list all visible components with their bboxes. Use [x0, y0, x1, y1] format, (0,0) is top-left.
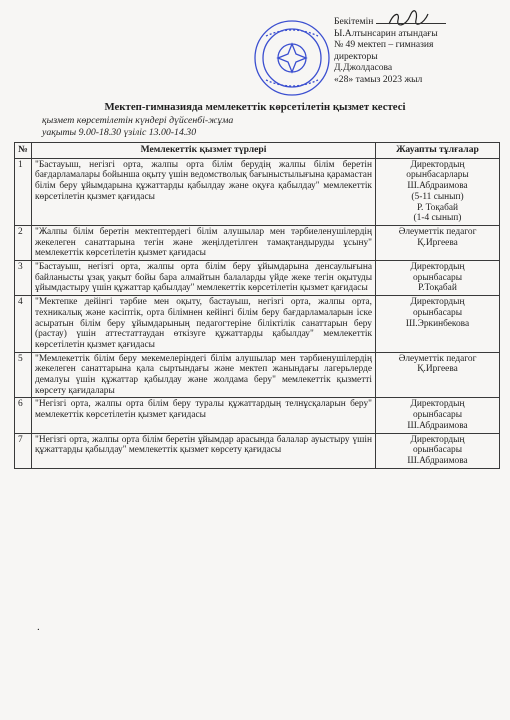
row-number: 5	[15, 352, 32, 398]
services-table	[14, 142, 500, 469]
responsible-line: орынбасары	[412, 307, 463, 318]
responsible-persons	[376, 398, 500, 433]
responsible-line: орынбасары	[412, 410, 463, 421]
service-name: "Мемлекеттік білім беру мекемелеріндегі білім алушылар мен тәрбиенушілердің жекелеген санаттарына қала сыртындағы және мектеп жанындағы лагерьлерде демалуы үшін құжаттар қабылдау және жолдама беру" мемлекеттік қызметті көрсету қағидалары	[32, 352, 376, 398]
seal-stamp-icon	[236, 18, 348, 98]
responsible-line: Директордың	[410, 297, 465, 308]
table-row	[15, 296, 500, 353]
responsible-line: орынбасарлары	[406, 170, 469, 181]
footer-mark: .	[37, 621, 40, 633]
approval-school: Ы.Алтынсарин атындағы	[334, 27, 438, 39]
row-number: 3	[15, 261, 32, 296]
responsible-line: Директордың	[410, 159, 465, 170]
responsible-line: Ш.Эркинбекова	[405, 318, 470, 329]
responsible-line: Директордың	[410, 399, 465, 410]
responsible-persons	[376, 261, 500, 296]
responsible-line: Р.Тоқабай	[418, 283, 457, 294]
responsible-persons	[376, 225, 500, 260]
service-name: "Мектепке дейінгі тәрбие мен оқыту, бастауыш, негізгі орта, жалпы орта, техникалық және кәсіптік, орта білімнен кейінгі білім беру бағдарламаларын іске асыратын білім беру ұйымдарының педагогтеріне біліктілік санаттарын беру (растау) үшін аттестаттаудан өткізуге құжаттарды қабылдау" мемлекеттік көрсетілетін қызмет қағидасы	[32, 296, 376, 353]
responsible-line: Ш.Абдраимова	[407, 455, 468, 466]
schedule-hours: уақыты 9.00-18.30 үзіліс 13.00-14.30	[42, 127, 197, 138]
responsible-line: Директордың	[410, 262, 465, 273]
approval-block	[334, 14, 504, 86]
responsible-persons	[376, 296, 500, 353]
table-header-row	[15, 143, 500, 159]
responsible-line: (1-4 сынып)	[413, 213, 462, 224]
approval-approve	[334, 14, 504, 28]
row-number: 4	[15, 296, 32, 353]
document-title: Мектеп-гимназияда мемлекеттік көрсетілетін қызмет кестесі	[104, 101, 406, 113]
responsible-line: Қ.Иргеева	[417, 237, 458, 248]
row-number: 1	[15, 158, 32, 225]
approval-position: директоры	[334, 50, 378, 62]
service-name: "Негізгі орта, жалпы орта білім беру туралы құжаттардың телнұсқаларын беру" мемлекеттік көрсетілетін қызмет қағидасы	[32, 398, 376, 433]
responsible-persons	[376, 352, 500, 398]
table-row	[15, 433, 500, 468]
responsible-line: Әлеуметтік педагог	[398, 226, 477, 237]
responsible-line: Р. Тоқабай	[416, 202, 459, 213]
responsible-line: Ш.Абдраимова	[407, 420, 468, 431]
responsible-line: Қ.Иргеева	[417, 364, 458, 375]
responsible-line: (5-11 сынып)	[411, 191, 464, 202]
table-row	[15, 352, 500, 398]
approval-school-number: № 49 мектеп – гимназия	[334, 39, 434, 51]
service-name: "Жалпы білім беретін мектептердегі білім алушылар мен тәрбиеленушілердің жекелеген санаттарына тегін және жеңілдетілген тамақтандыруды ұсыну" мемлекеттік көрсетілетін қызмет қағидасы	[32, 225, 376, 260]
signature-line	[376, 14, 446, 24]
table-row	[15, 398, 500, 433]
service-name: "Бастауыш, негізгі орта, жалпы орта білім беру ұйымдарына денсаулығына байланысты ұзақ уақыт бойы бара алмайтын балаларды үйде жеке тегін оқытуды ұйымдастыру үшін құжаттар қабылдау" мемлекеттік көрсетілетін қызмет қағидасы	[32, 261, 376, 296]
approval-approve-label: Бекітемін	[334, 16, 374, 27]
responsible-line: орынбасары	[412, 445, 463, 456]
responsible-line: Ш.Абдраимова	[407, 181, 468, 192]
row-number: 7	[15, 433, 32, 468]
responsible-line: орынбасары	[412, 272, 463, 283]
service-name: "Бастауыш, негізгі орта, жалпы орта білім берудің жалпы білім беретін бағдарламалары бойынша оқыту үшін ведомстволық бағыныстылығына қарамастан білім беру ұйымдарына құжаттарды қабылдау және оқуға қабылдау" мемлекеттік көрсетілетін қызмет қағидасы	[32, 158, 376, 225]
header-service: Мемлекеттік қызмет түрлері	[32, 143, 376, 159]
header-responsible: Жауапты тұлғалар	[376, 143, 500, 159]
table-row	[15, 225, 500, 260]
schedule-days: қызмет көрсетілетін күндері дүйсенбі-жұма	[42, 115, 234, 126]
row-number: 6	[15, 398, 32, 433]
table-row	[15, 261, 500, 296]
header-number: №	[15, 143, 32, 159]
row-number: 2	[15, 225, 32, 260]
approval-date: «28» тамыз 2023 жыл	[334, 73, 423, 85]
responsible-persons	[376, 433, 500, 468]
approval-director-name: Д.Джолдасова	[334, 62, 393, 74]
responsible-line: Әлеуметтік педагог	[398, 353, 477, 364]
responsible-line: Директордың	[410, 434, 465, 445]
table-row	[15, 158, 500, 225]
service-name: "Негізгі орта, жалпы орта білім беретін ұйымдар арасында балалар ауыстыру үшін құжаттарды қабылдау" мемлекеттік қызмет көрсету қағидасы	[32, 433, 376, 468]
responsible-persons	[376, 158, 500, 225]
